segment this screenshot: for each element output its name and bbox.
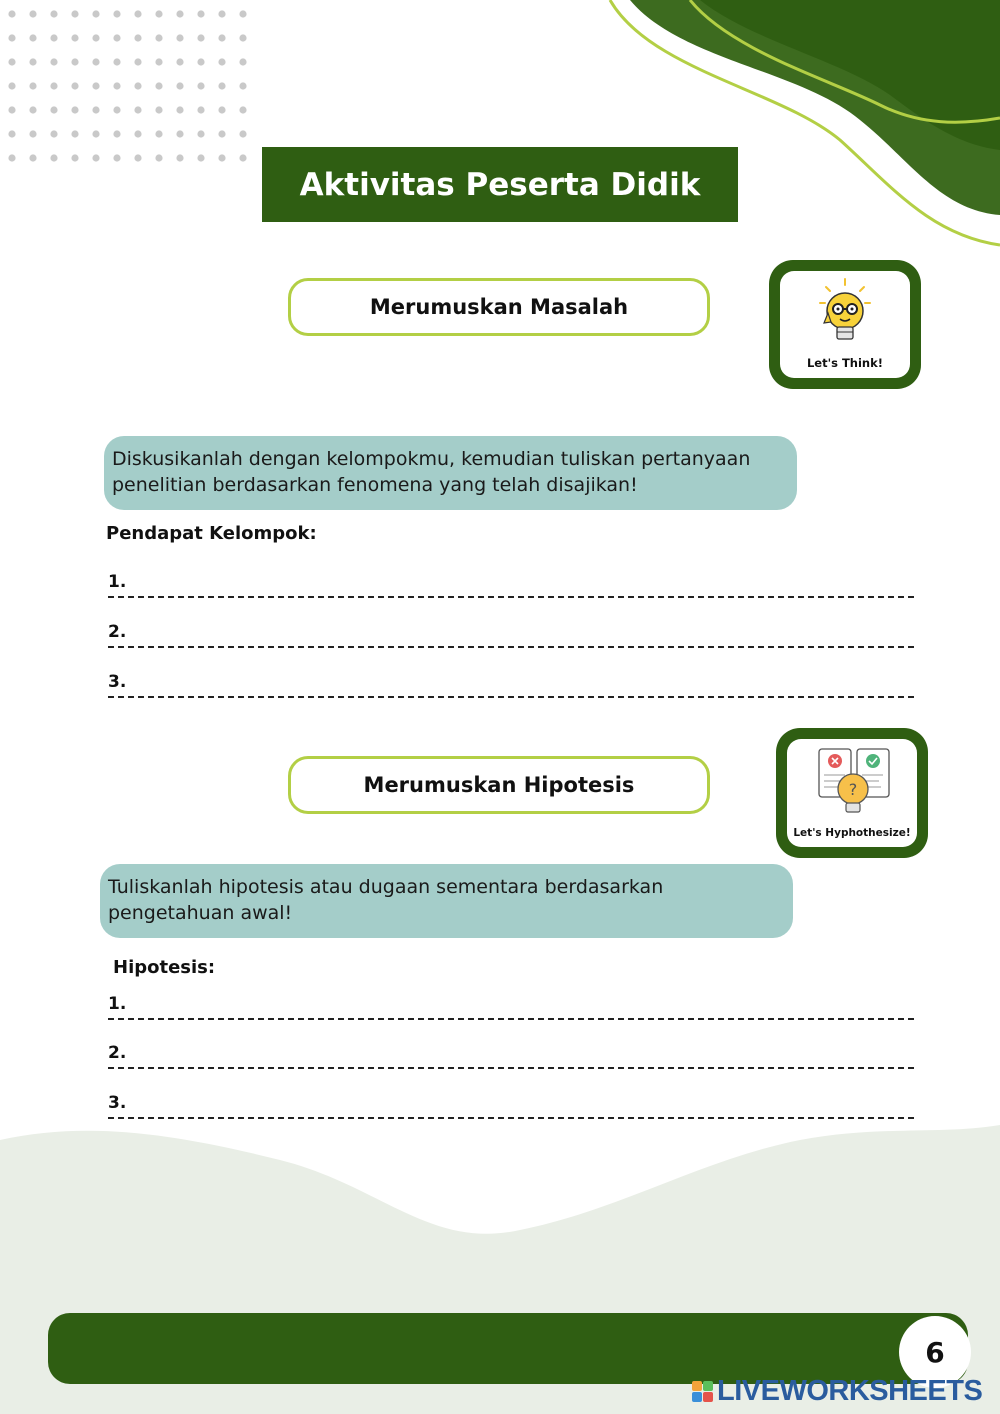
answer-label: Pendapat Kelompok: [106,523,317,544]
badge-label: Let's Hyphothesize! [793,827,911,839]
line-number: 2. [108,622,127,642]
answer-line-2[interactable] [108,622,914,648]
lightbulb-icon [814,277,876,353]
dot-pattern [0,0,260,170]
page-number: 6 [899,1316,971,1388]
liveworksheets-logo-icon [692,1381,713,1402]
dashed-line [108,1067,914,1069]
badge-lets-hypothesize [776,728,928,858]
liveworksheets-brand [692,1374,982,1408]
hypothesis-line-3[interactable] [108,1093,914,1119]
hypothesis-line-2[interactable] [108,1043,914,1069]
dashed-line [108,1117,914,1119]
line-number: 2. [108,1043,127,1063]
instruction-box: Tuliskanlah hipotesis atau dugaan sementara berdasarkan pengetahuan awal! [100,864,793,938]
line-number: 1. [108,994,127,1014]
hypothesis-icon [815,745,891,821]
answer-label: Hipotesis: [113,957,216,978]
badge-label: Let's Think! [806,356,884,370]
line-number: 1. [108,572,127,592]
answer-line-1[interactable] [108,572,914,598]
hypothesis-line-1[interactable] [108,994,914,1020]
svg-text:?: ? [848,780,858,799]
page-title: Aktivitas Peserta Didik [262,147,738,222]
dashed-line [108,1018,914,1020]
instruction-box: Diskusikanlah dengan kelompokmu, kemudian tuliskan pertanyaan penelitian berdasarkan fenomena yang telah disajikan! [104,436,797,510]
answer-line-3[interactable] [108,672,914,698]
dashed-line [108,696,914,698]
line-number: 3. [108,1093,127,1113]
line-number: 3. [108,672,127,692]
section-heading-masalah: Merumuskan Masalah [288,278,710,336]
dashed-line [108,596,914,598]
badge-lets-think [769,260,921,389]
dashed-line [108,646,914,648]
brand-text: LIVEWORKSHEETS [717,1374,983,1407]
section-heading-hipotesis: Merumuskan Hipotesis [288,756,710,814]
